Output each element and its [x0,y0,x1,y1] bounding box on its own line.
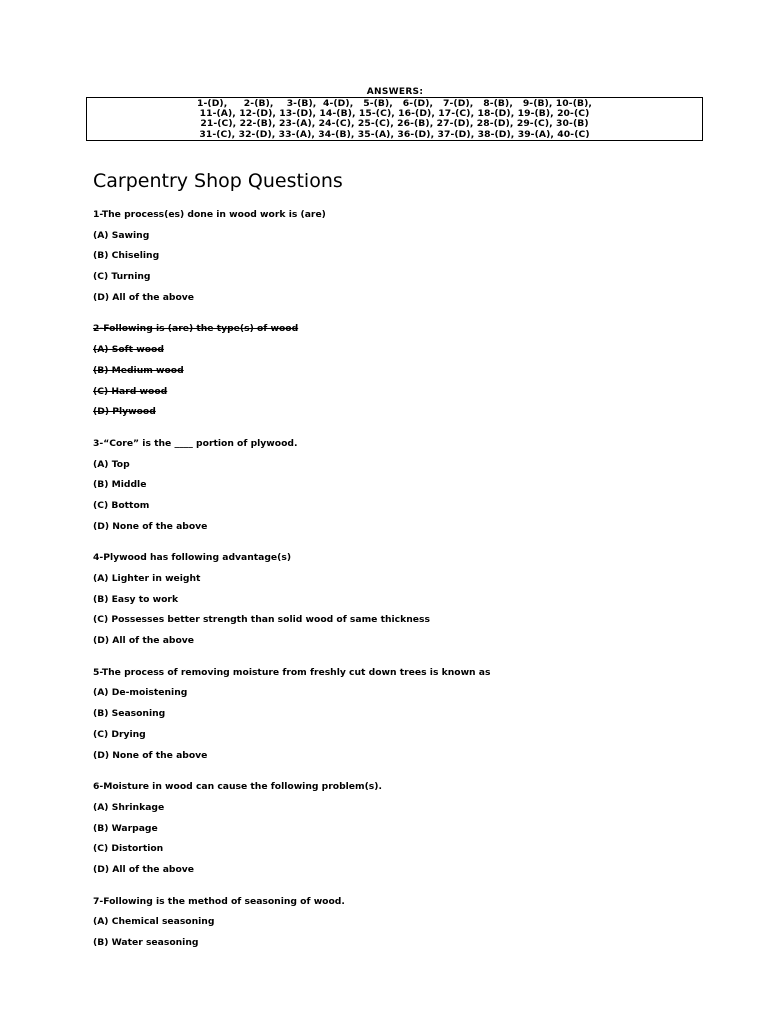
question-block [93,781,693,884]
answer-option: (D) All of the above [93,863,195,875]
answer-key-line: 11-(A), 12-(D), 13-(D), 14-(B), 15-(C), 16-(D), 17-(C), 18-(D), 19-(B), 20-(C) [199,108,590,120]
answer-option: (D) All of the above [93,635,195,647]
answer-key-line: 1-(D), 2-(B), 3-(B), 4-(D), 5-(B), 6-(D), 7-(D), 8-(B), 9-(B), 10-(B), [196,98,592,109]
answer-option: (A) Lighter in weight [93,573,201,584]
answer-option: (C) Drying [93,728,146,740]
question-text: 6-Moisture in wood can cause the following problem(s). [93,781,382,793]
answer-option: (B) Easy to work [93,593,179,605]
document-title: Carpentry Shop Questions [93,170,343,192]
answer-key-line: 31-(C), 32-(D), 33-(A), 34-(B), 35-(A), 36-(D), 37-(D), 38-(D), 39-(A), 40-(C) [199,128,590,140]
answer-option: (D) All of the above [93,291,195,303]
question-text: 1-The process(es) done in wood work is (are) [93,209,326,220]
answer-option: (A) Soft wood [93,344,164,356]
answer-option: (B) Chiseling [93,250,160,262]
question-block [93,896,693,958]
answer-option: (B) Warpage [93,822,158,834]
question-block [93,209,693,312]
answer-option: (C) Distortion [93,843,164,855]
answer-option: (B) Middle [93,479,147,491]
answer-option: (A) De-moistening [93,687,188,699]
answer-option: (B) Water seasoning [93,937,199,948]
answer-option: (A) Top [93,458,130,470]
answer-key-line: 21-(C), 22-(B), 23-(A), 24-(C), 25-(C), 26-(B), 27-(D), 28-(D), 29-(C), 30-(B) [200,118,589,130]
answers-heading: ANSWERS: [366,87,424,97]
answer-option: (A) Chemical seasoning [93,916,215,928]
question-text: 7-Following is the method of seasoning of wood. [93,895,345,907]
answer-option: (C) Turning [93,271,151,283]
answer-key-box [86,97,703,141]
answer-option: (C) Bottom [93,499,150,511]
question-block [93,552,693,655]
answer-option: (D) None of the above [93,749,208,761]
question-block [93,667,693,770]
answer-option: (C) Possesses better strength than solid wood of same thickness [93,614,430,626]
question-list [93,209,693,969]
answer-option: (B) Medium wood [93,364,184,376]
question-text: 3-“Core” is the ____ portion of plywood. [93,437,298,449]
answer-option: (A) Sawing [93,229,150,241]
question-block [93,438,693,541]
question-text: 5-The process of removing moisture from freshly cut down trees is known as [93,666,491,678]
answer-option: (D) Plywood [93,406,156,418]
answer-option: (B) Seasoning [93,708,166,720]
question-block [93,323,693,426]
answer-option: (A) Shrinkage [93,801,165,813]
question-text: 4-Plywood has following advantage(s) [93,552,292,564]
answer-option: (D) None of the above [93,520,208,532]
answer-option: (C) Hard wood [93,385,168,397]
question-text: 2-Following is (are) the type(s) of wood [93,323,299,335]
